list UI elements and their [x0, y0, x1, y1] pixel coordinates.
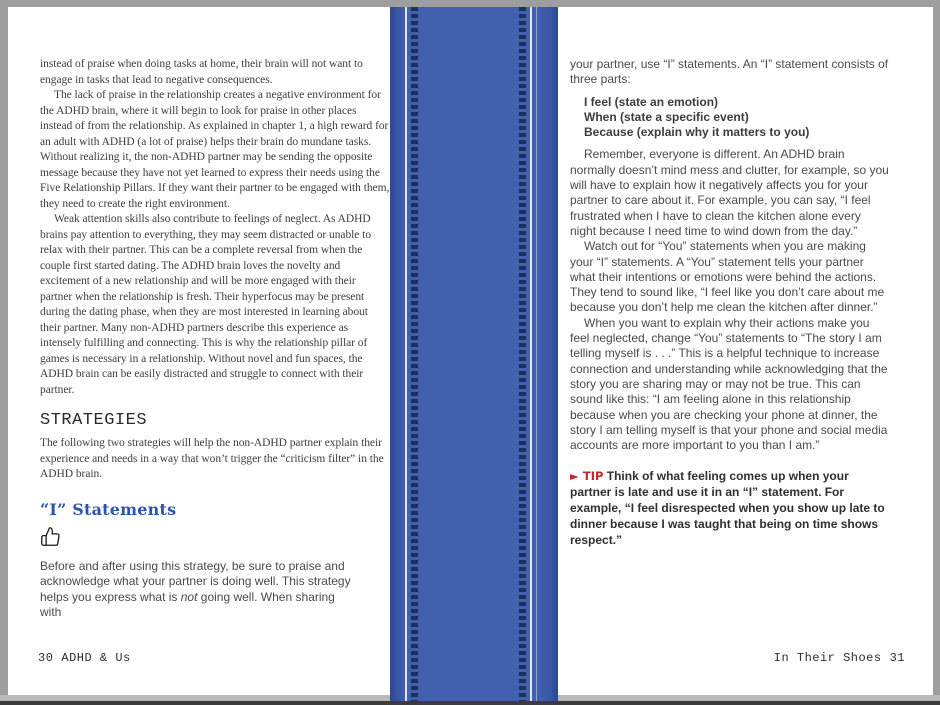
- spine-highlight-line: [536, 7, 537, 701]
- list-item: I feel (state an emotion): [584, 94, 719, 109]
- paragraph: Weak attention skills also contribute to feelings of neglect. As ADHD brains pay attention to everything, they may seem distracted or unable to relax with their partner. This can be a complete reversal from when the couple first started dating. The ADHD brain loves the novelty and excitement of a new relationship and will be more engaged with their partner when the relationship is fresh. Their hyperfocus may be present during the dating phase, when they are most interested in learning about their partner. Many non-ADHD partners describe this experience as intensely fulfilling and connecting. This is why the relationship pillar of games is necessary in a relationship. Without novel and fun spaces, the ADHD brain can be easily distracted and struggle to connect with their partner.: [40, 213, 372, 396]
- strategies-intro-paragraph: The following two strategies will help the non-ADHD partner explain their experience and needs in a way that won’t trigger the “criticism filter” in the ADHD brain.: [40, 437, 384, 480]
- i-statement-parts-list: [584, 95, 890, 141]
- chapter-title: In Their Shoes: [773, 651, 882, 665]
- tip-text: Think of what feeling comes up when your partner is late and use it in an “I” statement. For example, “I feel disrespected when you show up late to dinner because I was taught that being on time shows respect.”: [570, 469, 885, 548]
- page-number: 31: [889, 651, 905, 665]
- note-italic-word: not: [180, 589, 198, 604]
- stitching-left: [411, 7, 418, 701]
- page-bottom-edge-dark: [0, 701, 940, 705]
- list-item: Because (explain why it matters to you): [584, 125, 810, 140]
- left-page-footer: [38, 651, 131, 665]
- spine-highlight-line: [405, 7, 407, 701]
- left-page: [8, 7, 390, 695]
- list-item: When (state a specific event): [584, 109, 749, 124]
- page-number: 30: [38, 651, 54, 665]
- note-text: Before and after using this strategy, be sure to praise and acknowledge what your partner is doing well. This strategy helps you express what is: [40, 558, 351, 604]
- spine-highlight-line: [530, 7, 532, 701]
- book-spine-binding: [390, 7, 558, 701]
- note-text: going well. When sharing with: [40, 589, 335, 619]
- paragraph: Remember, everyone is different. An ADHD brain normally doesn’t mind mess and clutter, for example, so you will have to explain how it negatively affects you for your partner to care about it. For example, you can say, “I feel frustrated when I have to clean the kitchen alone every night because I need time to wind down from the day.”: [570, 147, 889, 238]
- paragraph: your partner, use “I” statements. An “I” statement consists of three parts:: [570, 57, 889, 87]
- book-title: ADHD & Us: [61, 651, 131, 665]
- paragraph: instead of praise when doing tasks at home, their brain will not want to engage in tasks that lead to negative consequences.: [40, 58, 363, 86]
- left-page-body: [8, 7, 390, 695]
- right-page: [558, 7, 933, 695]
- i-statements-heading: “I” Statements: [40, 499, 177, 519]
- paragraph: The lack of praise in the relationship creates a negative environment for the ADHD brain, where it will begin to look for praise in other places instead of from the relationship. As explained in chapter 1, a high reward for an adult with ADHD (a lot of praise) helps their brain do mundane tasks. Without realizing it, the non-ADHD partner may be sending the opposite message because they have not yet learned to express their needs using the Five Relationship Pillars. If they want their partner to be engaged with them, they need to create the right environment.: [40, 89, 390, 210]
- stitching-right: [519, 7, 526, 701]
- paragraph: Watch out for “You” statements when you are making your “I” statements. A “You” statement tells your partner what their intentions or emotions were behind the actions. They tend to sound like, “I feel like you don’t care about me because you don’t help me clean the kitchen after dinner.”: [570, 239, 885, 315]
- strategies-section-heading: STRATEGIES: [40, 411, 148, 430]
- tip-arrow-label: ► TIP: [570, 469, 604, 484]
- paragraph: When you want to explain why their actions make you feel neglected, change “You” statements to “The story I am telling myself is . . .” This is a helpful technique to increase connection and understanding while acknowledging that the story you are sharing may or may not be true. This can sound like this: “I am feeling alone in this relationship because when you are checking your phone at dinner, the story I am telling myself is that your phone and social media accounts are more important to you than I am.”: [570, 315, 888, 453]
- right-page-footer: [774, 651, 905, 665]
- tip-callout: [570, 468, 890, 548]
- thumbs-up-icon: [40, 526, 388, 550]
- right-page-body: [558, 7, 933, 695]
- strategy-note-paragraph: [40, 559, 354, 621]
